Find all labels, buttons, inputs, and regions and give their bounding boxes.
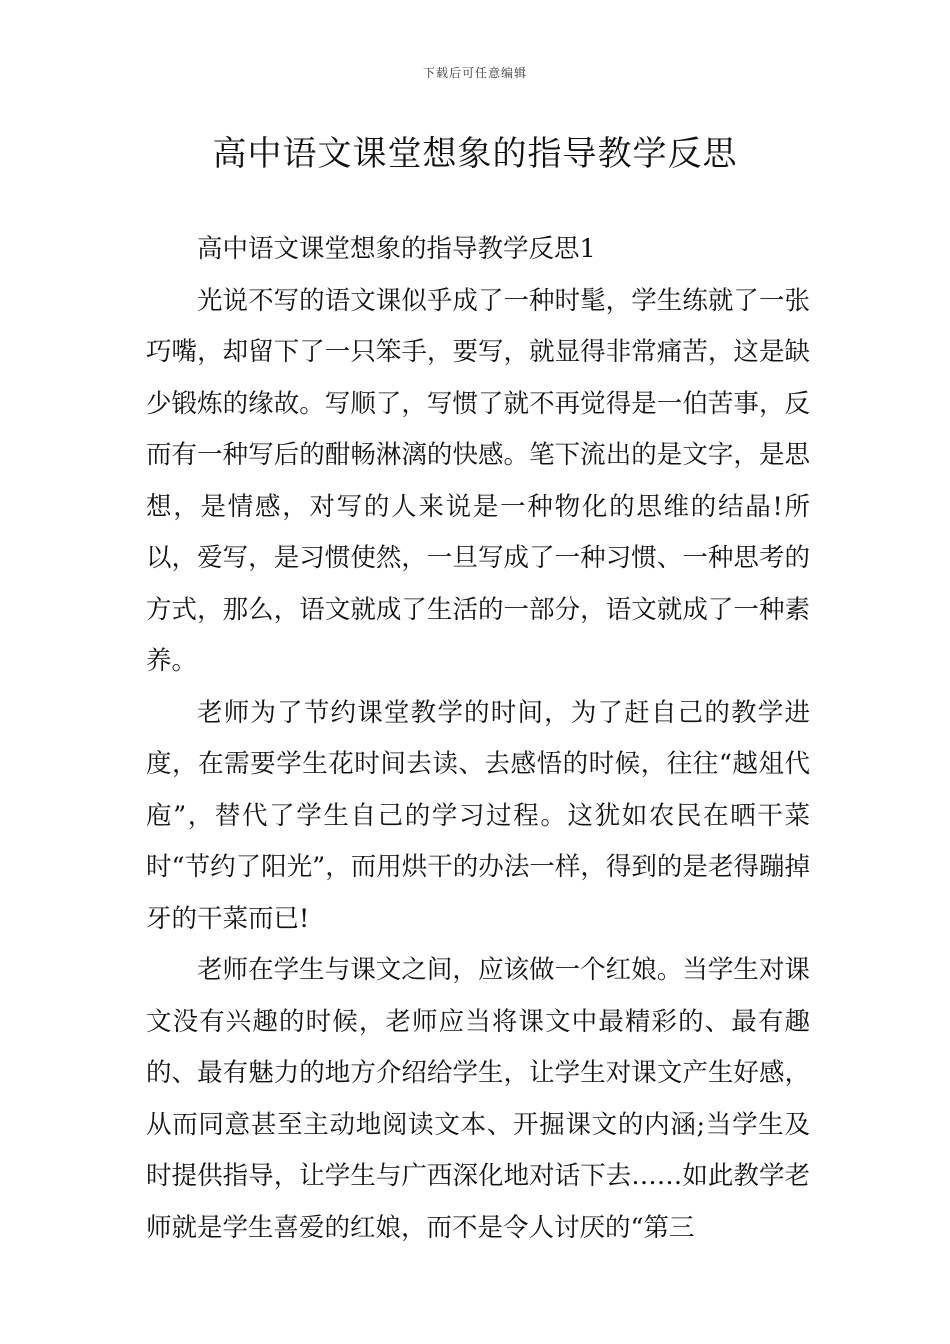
paragraph: 老师为了节约课堂教学的时间，为了赶自己的教学进度，在需要学生花时间去读、去感悟的时候，往往“越俎代庖”，替代了学生自己的学习过程。这犹如农民在晒干菜时“节约了阳光”，而用烘干的办法一样，得到的是老得蹦掉牙的干菜而已!	[146, 697, 810, 934]
header-note: 下载后可任意编辑	[422, 66, 527, 80]
paragraph: 光说不写的语文课似乎成了一种时髦，学生练就了一张巧嘴，却留下了一只笨手，要写，就显得非常痛苦，这是缺少锻炼的缘故。写顺了，写惯了就不再觉得是一伯苦事，反而有一种写后的酣畅淋漓的快感。笔下流出的是文字，是思想，是情感，对写的人来说是一种物化的思维的结晶!所以，爱写，是习惯使然，一旦写成了一种习惯、一种思考的方式，那么，语文就成了生活的一部分，语文就成了一种素养。	[146, 285, 810, 676]
paragraph: 老师在学生与课文之间，应该做一个红娘。当学生对课文没有兴趣的时候，老师应当将课文中最精彩的、最有趣的、最有魅力的地方介绍给学生，让学生对课文产生好感，从而同意甚至主动地阅读文本、开掘课文的内涵;当学生及时提供指导，让学生与广西深化地对话下去……如此教学老师就是学生喜爱的红娘，而不是令人讨厌的“第三	[146, 955, 810, 1243]
section-heading: 高中语文课堂想象的指导教学反思1	[197, 234, 596, 264]
document-title: 高中语文课堂想象的指导教学反思	[212, 134, 738, 174]
document-body	[146, 224, 810, 1254]
